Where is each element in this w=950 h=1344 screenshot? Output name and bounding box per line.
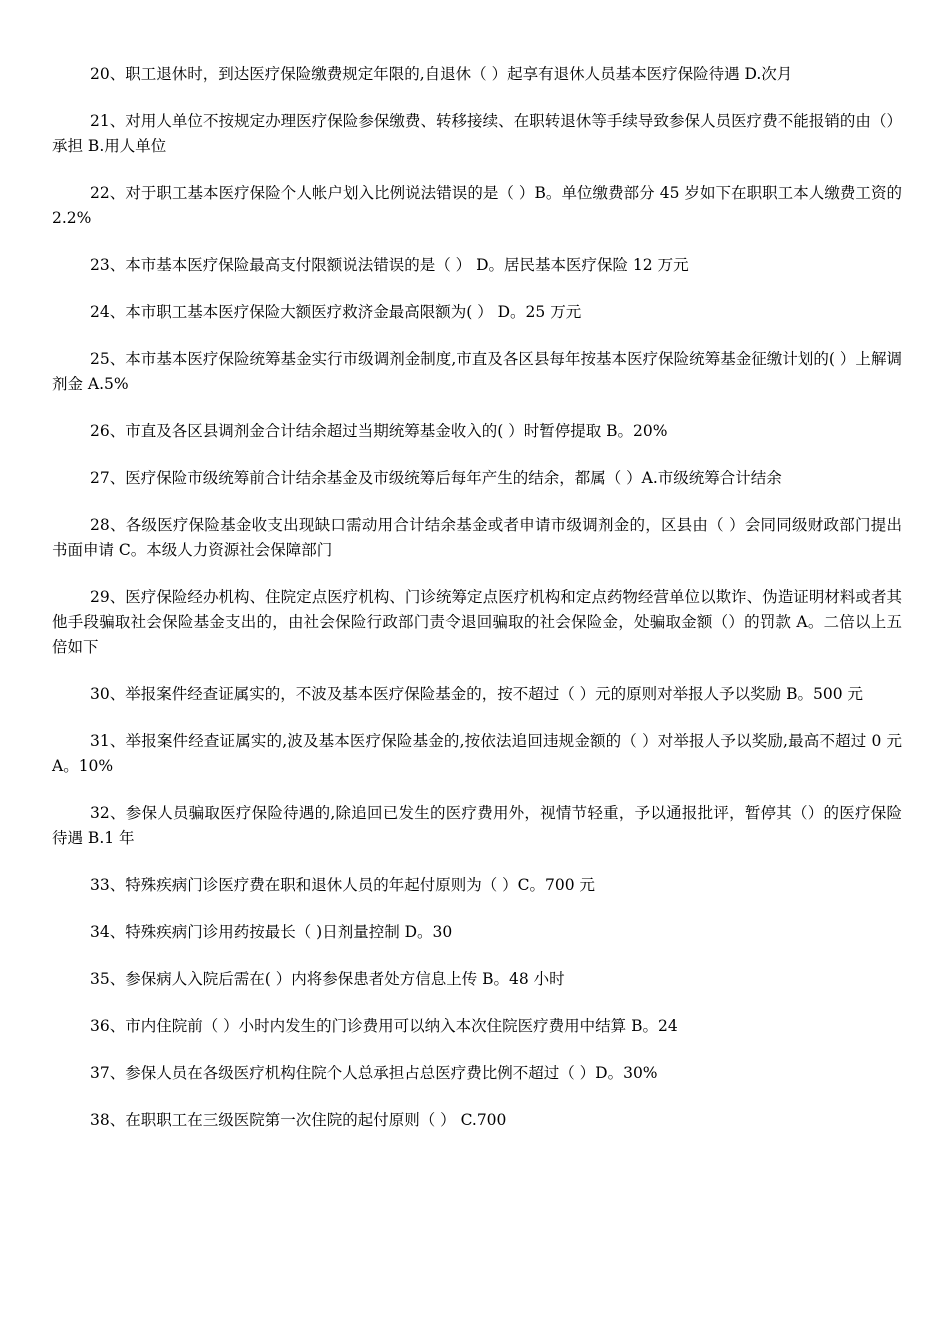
question-27: 27、医疗保险市级统筹前合计结余基金及市级统筹后每年产生的结余，都属（ ）A.市级统筹合计结余 [90,469,782,487]
question-21: 21、对用人单位不按规定办理医疗保险参保缴费、转移接续、在职转退休等手续导致参保人员医疗费不能报销的由（）承担 B.用人单位 [52,112,902,155]
question-36: 36、市内住院前（ ）小时内发生的门诊费用可以纳入本次住院医疗费用中结算 B。24 [90,1017,678,1035]
question-25: 25、本市基本医疗保险统筹基金实行市级调剂金制度,市直及各区县每年按基本医疗保险统筹基金征缴计划的( ）上解调剂金 A.5% [52,350,902,393]
question-38: 38、在职职工在三级医院第一次住院的起付原则（ ） C.700 [90,1111,507,1129]
question-33: 33、特殊疾病门诊医疗费在职和退休人员的年起付原则为（ ）C。700 元 [90,876,596,894]
question-29: 29、医疗保险经办机构、住院定点医疗机构、门诊统筹定点医疗机构和定点药物经营单位以欺诈、伪造证明材料或者其他手段骗取社会保险基金支出的，由社会保险行政部门责令退回骗取的社会保险金，处骗取金额（）的罚款 A。二倍以上五倍如下 [52,588,902,656]
question-31: 31、举报案件经查证属实的,波及基本医疗保险基金的,按依法追回违规金额的（ ）对举报人予以奖励,最高不超过 0 元 A。10% [52,732,907,775]
question-20: 20、职工退休时，到达医疗保险缴费规定年限的,自退休（ ）起享有退休人员基本医疗保险待遇 D.次月 [90,65,793,83]
question-26: 26、市直及各区县调剂金合计结余超过当期统筹基金收入的( ）时暂停提取 B。20% [90,422,668,440]
question-34: 34、特殊疾病门诊用药按最长（ )日剂量控制 D。30 [90,923,453,941]
question-24: 24、本市职工基本医疗保险大额医疗救济金最高限额为( ） D。25 万元 [90,303,582,321]
question-22: 22、对于职工基本医疗保险个人帐户划入比例说法错误的是（ ）B。单位缴费部分 45 岁如下在职职工本人缴费工资的 2.2% [52,184,907,227]
question-23: 23、本市基本医疗保险最高支付限额说法错误的是（ ） D。居民基本医疗保险 12 万元 [90,256,689,274]
question-37: 37、参保人员在各级医疗机构住院个人总承担占总医疗费比例不超过（ ）D。30% [90,1064,658,1082]
question-32: 32、参保人员骗取医疗保险待遇的,除追回已发生的医疗费用外，视情节轻重，予以通报批评，暂停其（）的医疗保险待遇 B.1 年 [52,804,902,847]
question-30: 30、举报案件经查证属实的，不波及基本医疗保险基金的，按不超过（ ）元的原则对举报人予以奖励 B。500 元 [90,685,863,703]
document-page [52,62,907,1155]
question-35: 35、参保病人入院后需在( ）内将参保患者处方信息上传 B。48 小时 [90,970,565,988]
question-28: 28、各级医疗保险基金收支出现缺口需动用合计结余基金或者申请市级调剂金的，区县由（ ）会同同级财政部门提出书面申请 C。本级人力资源社会保障部门 [52,516,902,559]
